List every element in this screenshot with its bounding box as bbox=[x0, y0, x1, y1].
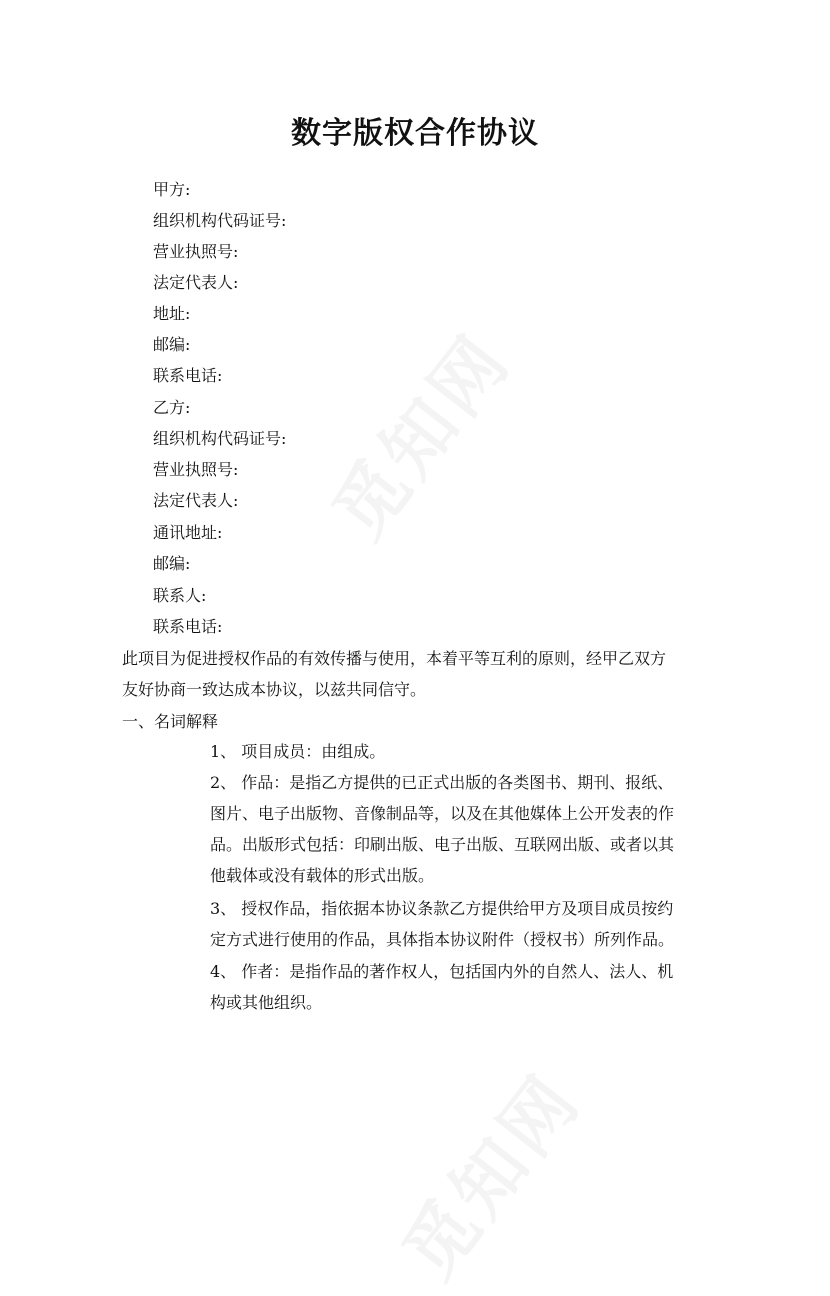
party-b-contact: 联系人: bbox=[153, 586, 207, 605]
definition-item-4 bbox=[210, 956, 710, 1018]
party-a-postcode: 邮编: bbox=[153, 335, 191, 354]
party-a-label: 甲方: bbox=[153, 180, 191, 199]
section-heading: 一、名词解释 bbox=[122, 712, 219, 731]
party-a-phone: 联系电话: bbox=[153, 366, 223, 385]
party-a-rep: 法定代表人: bbox=[153, 273, 239, 292]
party-b-address: 通讯地址: bbox=[153, 523, 223, 542]
party-b-phone: 联系电话: bbox=[153, 617, 223, 636]
intro-paragraph bbox=[122, 643, 722, 705]
party-b-license: 营业执照号: bbox=[153, 460, 239, 479]
party-b-label: 乙方: bbox=[153, 398, 191, 417]
item-line: 4、 作者：是指作品的著作权人，包括国内外的自然人、法人、机 bbox=[210, 962, 674, 981]
item-line: 定方式进行使用的作品，具体指本协议附件（授权书）所列作品。 bbox=[210, 930, 675, 949]
document-title: 数字版权合作协议 bbox=[291, 116, 539, 151]
watermark bbox=[304, 308, 530, 556]
party-b-postcode: 邮编: bbox=[153, 554, 191, 573]
definition-item-1 bbox=[210, 736, 710, 767]
definition-item-2 bbox=[210, 767, 710, 891]
intro-line: 友好协商一致达成本协议，以兹共同信守。 bbox=[122, 680, 427, 699]
party-b-rep: 法定代表人: bbox=[153, 491, 239, 510]
definition-item-3 bbox=[210, 893, 710, 955]
party-a-address: 地址: bbox=[153, 304, 191, 323]
item-line: 1、 项目成员：由组成。 bbox=[210, 742, 386, 761]
party-b-org-code: 组织机构代码证号: bbox=[153, 429, 287, 448]
party-a-org-code: 组织机构代码证号: bbox=[153, 211, 287, 230]
item-line: 品。出版形式包括：印刷出版、电子出版、互联网出版、或者以其 bbox=[210, 835, 675, 854]
party-a-license: 营业执照号: bbox=[153, 242, 239, 261]
item-line: 他载体或没有载体的形式出版。 bbox=[210, 866, 435, 885]
watermark-bottom bbox=[374, 1048, 600, 1296]
item-line: 构或其他组织。 bbox=[210, 993, 323, 1012]
item-line: 3、 授权作品，指依据本协议条款乙方提供给甲方及项目成员按约 bbox=[210, 899, 674, 918]
intro-line: 此项目为促进授权作品的有效传播与使用，本着平等互利的原则，经甲乙双方 bbox=[122, 649, 667, 668]
item-line: 2、 作品：是指乙方提供的已正式出版的各类图书、期刊、报纸、 bbox=[210, 773, 674, 792]
item-line: 图片、电子出版物、音像制品等，以及在其他媒体上公开发表的作 bbox=[210, 804, 675, 823]
